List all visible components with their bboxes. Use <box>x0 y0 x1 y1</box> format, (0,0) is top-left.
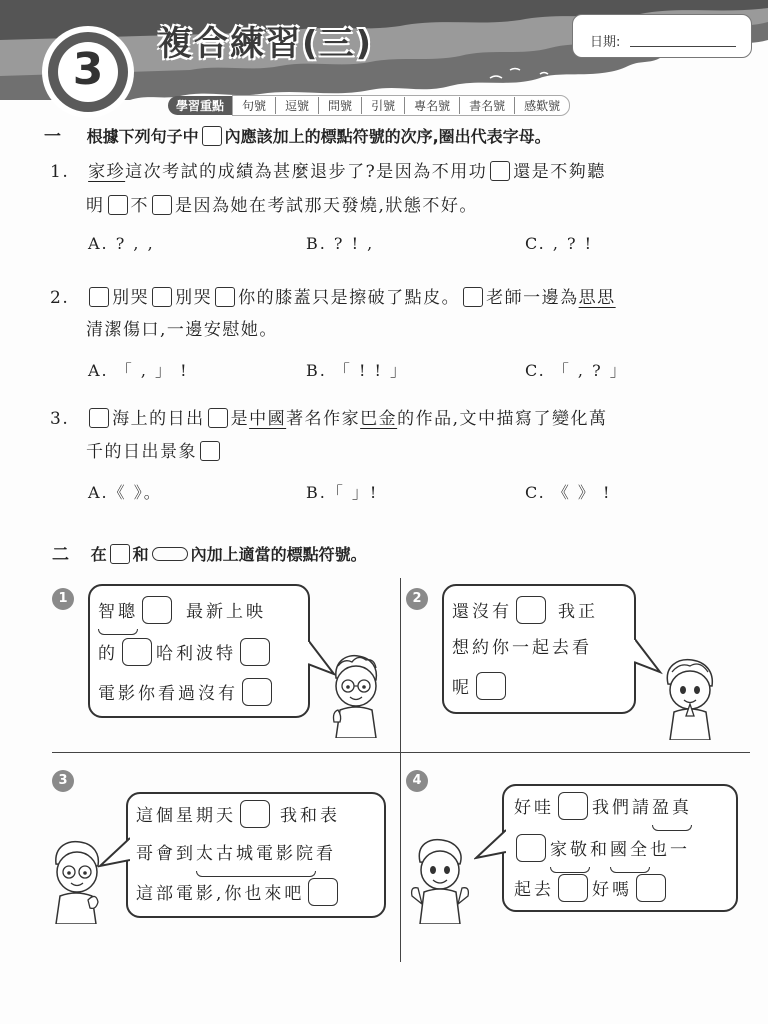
punctuation-box[interactable] <box>89 287 109 307</box>
sentence-text: 不 <box>130 196 149 216</box>
focus-item: 專名號 <box>405 97 460 114</box>
answer-box-sample <box>110 544 130 564</box>
bubble-text: 最新上映 <box>186 602 266 622</box>
punctuation-box[interactable] <box>142 596 172 624</box>
punctuation-box[interactable] <box>308 878 338 906</box>
bubble-text: 電影你看過沒有 <box>98 684 238 704</box>
bubble-text: 這部電影,你也來吧 <box>136 884 305 904</box>
bubble-text: 哈利波特 <box>156 644 236 664</box>
question-3-line-1 <box>50 407 608 431</box>
punctuation-box[interactable] <box>636 874 666 902</box>
punctuation-box[interactable] <box>490 161 510 181</box>
sentence-text: 還是不夠聽 <box>513 162 606 182</box>
option-a[interactable]: A. 「 , 」 ! <box>88 361 189 380</box>
speech-bubble-1 <box>88 584 310 718</box>
bubble-text: 我正 <box>558 602 598 622</box>
section1-instruction <box>44 122 551 147</box>
proper-noun: 智聰 <box>98 592 138 632</box>
bubble-line <box>98 592 266 632</box>
proper-noun: 思思 <box>578 288 616 308</box>
bubble-tail <box>98 834 130 874</box>
panel-number: 1 <box>52 588 74 610</box>
boy-waving-illustration <box>410 836 470 924</box>
sentence-text: 老師一邊為 <box>486 288 579 308</box>
speech-bubble-3 <box>126 792 386 918</box>
bubble-tail <box>474 826 506 866</box>
punctuation-box[interactable] <box>558 874 588 902</box>
punctuation-box[interactable] <box>122 638 152 666</box>
punctuation-box[interactable] <box>108 195 128 215</box>
bubble-text: 和 <box>590 840 610 860</box>
focus-items <box>232 95 570 116</box>
proper-noun: 太古城電影院 <box>196 834 316 874</box>
question-number: 2. <box>50 288 70 308</box>
question-2-line-1 <box>50 286 616 310</box>
bubble-text: 這個星期天 <box>136 806 236 826</box>
sentence-text: 別哭 <box>175 288 213 308</box>
panel-number: 3 <box>52 770 74 792</box>
sentence-text: 是 <box>230 409 250 429</box>
grid-divider-horizontal <box>52 752 750 753</box>
punctuation-box[interactable] <box>516 596 546 624</box>
learning-focus-bar <box>168 95 570 115</box>
punctuation-box[interactable] <box>152 287 172 307</box>
focus-item: 問號 <box>319 97 362 114</box>
bubble-text: 看 <box>316 844 336 864</box>
option-b[interactable]: B. 「 ! ! 」 <box>306 361 409 380</box>
bubble-text: 起去 <box>514 880 554 900</box>
date-label: 日期: <box>590 35 621 50</box>
bubble-text: 也一 <box>650 840 690 860</box>
punctuation-box[interactable] <box>240 638 270 666</box>
instruction-text: 和 <box>132 545 149 564</box>
boy-praying-illustration <box>660 656 720 740</box>
sentence-text: 別哭 <box>112 288 150 308</box>
bubble-text: 還沒有 <box>452 602 512 622</box>
instruction-text: 內應該加上的標點符號的次序,圈出代表字母。 <box>224 127 551 146</box>
sentence-text: 這次考試的成績為甚麼退步了?是因為不用功 <box>125 162 488 182</box>
section2-instruction <box>52 540 367 565</box>
bubble-text: 想約你一起去看 <box>452 638 592 658</box>
punctuation-box[interactable] <box>516 834 546 862</box>
proper-noun: 家敬 <box>550 830 590 870</box>
focus-item: 句號 <box>233 97 276 114</box>
focus-item: 感歎號 <box>524 98 561 113</box>
bubble-text: 哥會到 <box>136 844 196 864</box>
sentence-text: 著名作家 <box>286 409 361 429</box>
punctuation-box[interactable] <box>463 287 483 307</box>
focus-item: 引號 <box>362 97 405 114</box>
sentence-text: 你的膝蓋只是擦破了點皮。 <box>238 288 461 308</box>
speech-bubble-2 <box>442 584 636 714</box>
panel-number: 4 <box>406 770 428 792</box>
option-c[interactable]: C. , ? ! <box>525 234 594 253</box>
panel-number: 2 <box>406 588 428 610</box>
bubble-text: 我們請 <box>592 798 652 818</box>
option-b[interactable]: B. ? ! , <box>306 234 375 253</box>
question-1-line-1 <box>50 160 606 184</box>
bubble-text: 好嗎 <box>592 880 632 900</box>
grid-divider-vertical <box>400 578 401 962</box>
bubble-line <box>514 870 670 910</box>
punctuation-box[interactable] <box>476 672 506 700</box>
question-2-line-2: 清潔傷口,一邊安慰她。 <box>86 320 278 340</box>
punctuation-box[interactable] <box>89 408 109 428</box>
sentence-text: 千的日出景象 <box>86 442 197 462</box>
bubble-line <box>136 834 336 874</box>
bubble-line <box>512 830 690 870</box>
page-title: 複合練習(三) <box>158 24 374 64</box>
option-c[interactable]: C. 「 , ? 」 <box>525 361 628 380</box>
proper-noun: 盈真 <box>652 788 692 828</box>
sentence-text: 的作品,文中描寫了變化萬 <box>397 409 608 429</box>
option-a[interactable]: A. ? , , <box>88 234 155 253</box>
bubble-text: 我和表 <box>280 806 340 826</box>
question-3-line-2 <box>86 440 223 464</box>
punctuation-box[interactable] <box>208 408 228 428</box>
lesson-number-badge <box>40 24 136 120</box>
bubble-line <box>514 788 692 828</box>
answer-pill-sample <box>152 547 188 561</box>
punctuation-box[interactable] <box>152 195 172 215</box>
bubble-line <box>98 634 274 674</box>
sentence-text: 海上的日出 <box>112 409 205 429</box>
proper-noun: 巴金 <box>360 409 398 429</box>
instruction-text: 在 <box>90 545 107 564</box>
punctuation-box[interactable] <box>558 792 588 820</box>
bubble-line <box>136 796 340 836</box>
bubble-line <box>452 668 510 708</box>
answer-box-sample <box>202 126 222 146</box>
option-c[interactable]: C. 《 》 ! <box>525 483 612 502</box>
bubble-line <box>98 674 276 714</box>
focus-item: 書名號 <box>460 97 515 114</box>
bubble-line <box>452 592 598 632</box>
bubble-text: 好哇 <box>514 798 554 818</box>
question-1-line-2 <box>86 194 478 218</box>
bubble-text: 呢 <box>452 678 472 698</box>
bubble-line <box>136 874 342 914</box>
section1-number: 一 <box>44 127 61 147</box>
question-number: 3. <box>50 409 70 429</box>
proper-noun: 國全 <box>610 830 650 870</box>
sentence-text: 明 <box>86 196 105 216</box>
punctuation-box[interactable] <box>215 287 235 307</box>
punctuation-box[interactable] <box>240 800 270 828</box>
option-b[interactable]: B.「 」! <box>306 483 379 502</box>
section2-number: 二 <box>52 545 69 565</box>
bubble-line <box>452 628 592 668</box>
proper-noun: 家珍 <box>88 162 126 182</box>
boy-with-glasses-illustration <box>328 652 384 738</box>
instruction-text: 根據下列句子中 <box>86 127 199 146</box>
learning-focus-tag: 學習重點 <box>168 96 232 115</box>
sentence-text: 是因為她在考試那天發燒,狀態不好。 <box>175 196 478 216</box>
option-a[interactable]: A.《 》。 <box>88 483 162 502</box>
speech-bubble-4 <box>502 784 738 912</box>
lesson-number: 3 <box>72 44 104 95</box>
punctuation-box[interactable] <box>200 441 220 461</box>
proper-noun: 中國 <box>249 409 287 429</box>
focus-item: 逗號 <box>276 97 319 114</box>
instruction-text: 內加上適當的標點符號。 <box>190 545 367 564</box>
bubble-text: 的 <box>98 644 118 664</box>
question-number: 1. <box>50 162 70 182</box>
punctuation-box[interactable] <box>242 678 272 706</box>
date-input-line[interactable] <box>630 46 736 47</box>
